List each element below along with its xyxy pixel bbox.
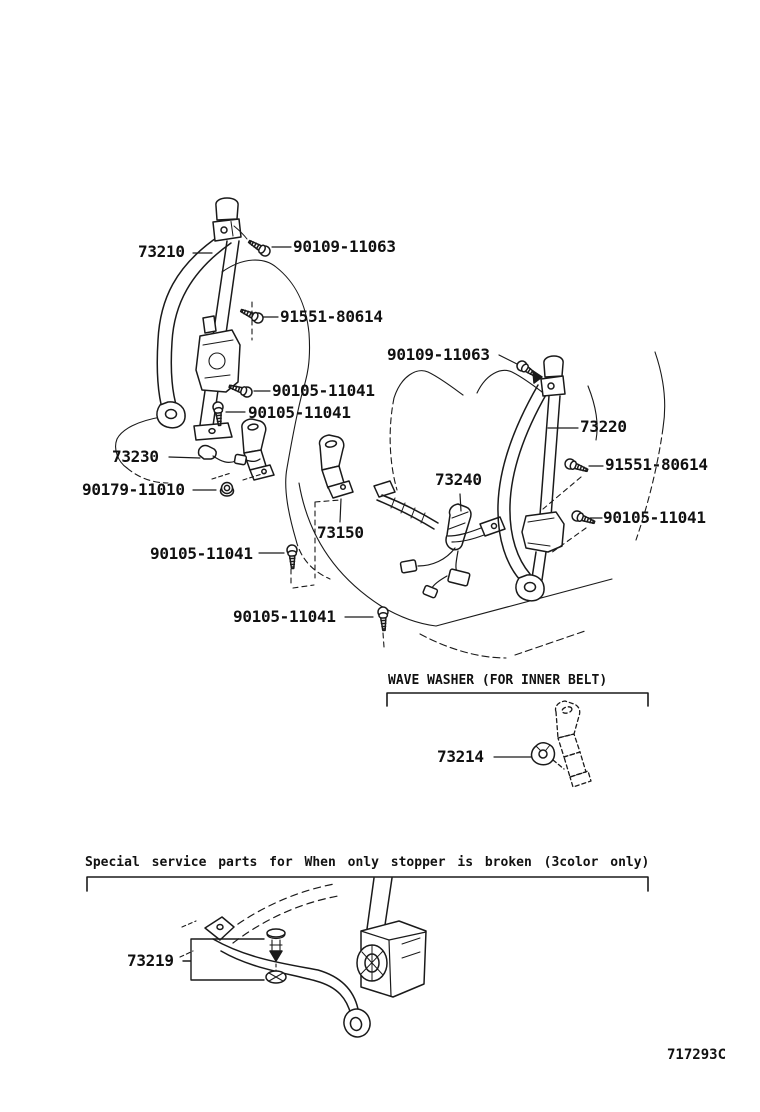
callout-91551-left[interactable]: 91551-80614 [280,307,383,326]
callout-73240[interactable]: 73240 [435,470,482,489]
callout-73220[interactable]: 73220 [580,417,627,436]
bolt-90109-right-icon [515,359,542,383]
figure-code: 717293C [667,1047,727,1063]
callout-90179[interactable]: 90179-11010 [82,480,185,499]
callout-90109-left[interactable]: 90109-11063 [293,237,396,256]
bolt-90105-floor-center-icon [378,607,389,631]
callout-73230[interactable]: 73230 [112,447,159,466]
callout-90105-left-lower[interactable]: 90105-11041 [248,403,351,422]
callout-73219[interactable]: 73219 [127,951,174,970]
screw-91551-right-icon [564,458,590,475]
wave-washer-section-drawing [387,693,648,787]
inner-belt-center-drawing [315,435,353,578]
outer-belt-left-drawing [157,198,247,440]
bolt-90105-floor-left-icon [287,545,298,569]
callout-90105-floor-center[interactable]: 90105-11041 [233,607,336,626]
bolt-90109-left-icon [247,237,272,258]
nut-90179-icon [221,483,234,497]
callout-90109-right[interactable]: 90109-11063 [387,345,490,364]
callout-90105-right[interactable]: 90105-11041 [603,508,706,527]
callout-73214[interactable]: 73214 [437,747,484,766]
callout-91551-right[interactable]: 91551-80614 [605,455,708,474]
special-service-section-title: Special service parts for When only stopper is broken (3color only) [85,855,650,870]
callout-73210[interactable]: 73210 [138,242,185,261]
callout-73150[interactable]: 73150 [317,523,364,542]
outer-belt-right-drawing [498,356,565,601]
wave-washer-section-title: WAVE WASHER (FOR INNER BELT) [388,673,608,688]
callout-90105-left-upper[interactable]: 90105-11041 [272,381,375,400]
lap-belt-center-drawing [374,481,505,598]
callout-90105-floor-left[interactable]: 90105-11041 [150,544,253,563]
